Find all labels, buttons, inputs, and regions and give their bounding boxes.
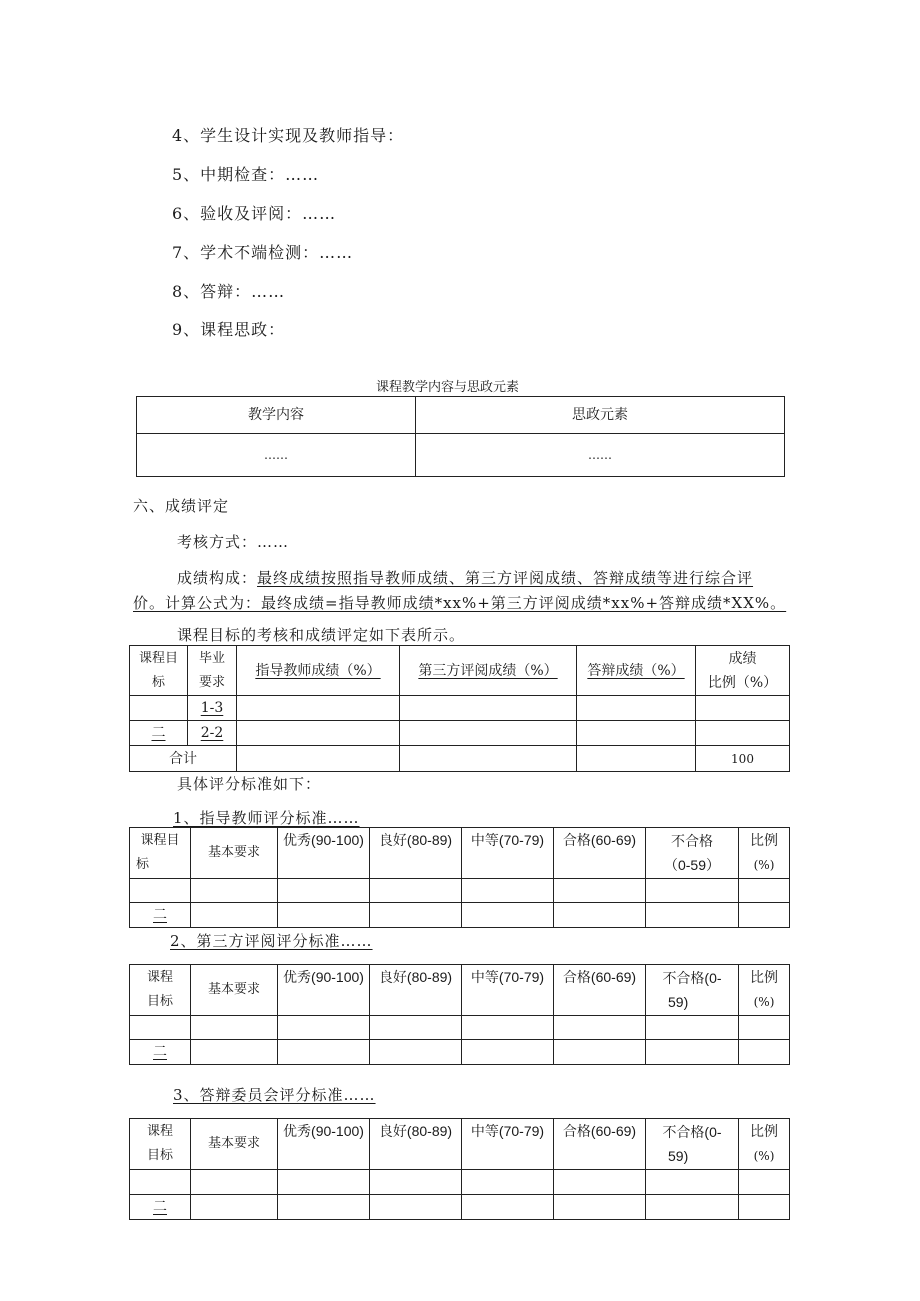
grade-row1-third — [400, 696, 577, 721]
rubric3-ratio-l2: (%) — [753, 1149, 775, 1163]
rubric1-row2-ratio — [739, 903, 790, 928]
table-row — [130, 1016, 790, 1040]
rubric1-row1-fail — [646, 879, 739, 903]
rubric2-header-excellent: 优秀(90-100) — [278, 965, 370, 1016]
rubric3-header-ratio — [739, 1119, 790, 1170]
grade-header-ratio — [696, 646, 790, 696]
table-row — [130, 746, 790, 772]
rubric1-row2-goal: 二 — [130, 903, 191, 928]
table-row — [130, 879, 790, 903]
grade-header-goal-l2: 标 — [152, 674, 166, 690]
grade-row2-req: 2-2 — [188, 721, 237, 746]
list-item-8: 8、答辩：…… — [172, 282, 286, 301]
rubric3-row1-pass — [554, 1170, 646, 1195]
cell-ideology-elements: …… — [416, 434, 785, 477]
rubric3-row2-medium — [462, 1195, 554, 1220]
list-item-9: 9、课程思政： — [172, 320, 286, 339]
rubric1-row2-good — [370, 903, 462, 928]
grade-row2-goal: 二 — [130, 721, 188, 746]
list-item-6: 6、验收及评阅：…… — [172, 204, 337, 223]
rubric2-row1-excellent — [278, 1016, 370, 1040]
rubric3-row1-fail — [646, 1170, 739, 1195]
rubric1-header-fail — [646, 828, 739, 879]
rubric1-title: 1、指导教师评分标准…… — [173, 809, 360, 827]
rubric1-header-good: 良好(80-89) — [370, 828, 462, 879]
rubric3-fail-l2: 59) — [668, 1148, 689, 1164]
grade-header-ratio-l2: 比例（%） — [707, 674, 778, 691]
rubric3-row1-basic — [191, 1170, 278, 1195]
grade-row2-ratio — [696, 721, 790, 746]
grade-row1-ratio — [696, 696, 790, 721]
rubric1-ratio-l2: (%) — [753, 858, 775, 872]
rubric1-fail-l2: （0-59） — [663, 857, 721, 873]
content-table — [136, 396, 785, 477]
grade-total-defense — [577, 746, 696, 772]
table-intro: 课程目标的考核和成绩评定如下表所示。 — [177, 626, 466, 644]
rubric3-header-medium: 中等(70-79) — [462, 1119, 554, 1170]
rubric3-row2-goal: 二 — [130, 1195, 191, 1220]
grade-header-defense-label: 答辩成绩（%） — [587, 662, 685, 679]
rubric2-table — [129, 964, 790, 1065]
rubric1-header-basic: 基本要求 — [191, 828, 278, 879]
assessment-method: 考核方式：…… — [177, 533, 290, 551]
content-table-caption: 课程教学内容与思政元素 — [376, 380, 520, 395]
grade-row1-teacher — [237, 696, 400, 721]
rubric3-header-basic: 基本要求 — [191, 1119, 278, 1170]
rubric2-row1-good — [370, 1016, 462, 1040]
table-row — [130, 903, 790, 928]
grade-row1-req: 1-3 — [188, 696, 237, 721]
rubric1-table — [129, 827, 790, 928]
composition-label: 成绩构成： — [177, 569, 258, 587]
rubric1-row1-good — [370, 879, 462, 903]
grade-table — [129, 645, 790, 772]
grade-header-third-label: 第三方评阅成绩（%） — [418, 662, 558, 679]
rubric3-row1-good — [370, 1170, 462, 1195]
rubric3-row2-ratio — [739, 1195, 790, 1220]
rubric2-fail-l2: 59) — [668, 994, 689, 1010]
list-item-4: 4、学生设计实现及教师指导： — [172, 126, 405, 145]
rubric3-row2-excellent — [278, 1195, 370, 1220]
rubric3-header-goal — [130, 1119, 191, 1170]
rubric2-header-medium: 中等(70-79) — [462, 965, 554, 1016]
table-row — [130, 1195, 790, 1220]
grade-total-label: 合计 — [130, 746, 237, 772]
section-heading: 六、成绩评定 — [133, 497, 230, 515]
rubric1-row1-excellent — [278, 879, 370, 903]
rubric2-row1-goal — [130, 1016, 191, 1040]
rubric1-row1-basic — [191, 879, 278, 903]
rubric3-row2-pass — [554, 1195, 646, 1220]
rubric1-row2-medium — [462, 903, 554, 928]
rubric3-row1-excellent — [278, 1170, 370, 1195]
table-row — [130, 1170, 790, 1195]
grade-header-goal-l1: 课程目 — [138, 650, 178, 666]
rubric2-goal-l2: 目标 — [146, 994, 173, 1009]
grade-total-value: 100 — [696, 746, 790, 772]
rubric3-goal-l1: 课程 — [146, 1124, 173, 1139]
rubric3-header-fail — [646, 1119, 739, 1170]
rubric2-row2-pass — [554, 1040, 646, 1065]
rubric2-row1-ratio — [739, 1016, 790, 1040]
rubric3-row2-fail — [646, 1195, 739, 1220]
rubric2-row1-pass — [554, 1016, 646, 1040]
rubric2-title: 2、第三方评阅评分标准…… — [170, 932, 373, 950]
rubric3-header-good: 良好(80-89) — [370, 1119, 462, 1170]
rubric3-header-excellent: 优秀(90-100) — [278, 1119, 370, 1170]
rubric3-header-pass: 合格(60-69) — [554, 1119, 646, 1170]
grade-row1-defense — [577, 696, 696, 721]
rubric2-row2-excellent — [278, 1040, 370, 1065]
rubric1-header-medium: 中等(70-79) — [462, 828, 554, 879]
grade-header-third — [400, 646, 577, 696]
criteria-intro: 具体评分标准如下： — [177, 775, 322, 793]
composition-line1 — [177, 567, 753, 588]
rubric3-title: 3、答辩委员会评分标准…… — [173, 1086, 376, 1104]
rubric1-goal-l2: 标 — [136, 857, 150, 872]
rubric2-row1-medium — [462, 1016, 554, 1040]
list-item-5: 5、中期检查：…… — [172, 165, 320, 184]
rubric2-row1-basic — [191, 1016, 278, 1040]
table-row — [130, 696, 790, 721]
table-row — [130, 1040, 790, 1065]
cell-teaching-content: …… — [137, 434, 416, 477]
grade-header-goal — [130, 646, 188, 696]
rubric3-table — [129, 1118, 790, 1220]
rubric3-fail-l1: 不合格(0- — [662, 1124, 722, 1140]
rubric2-header-ratio — [739, 965, 790, 1016]
rubric2-header-basic: 基本要求 — [191, 965, 278, 1016]
list-item-7: 7、学术不端检测：…… — [172, 243, 354, 262]
rubric2-row2-medium — [462, 1040, 554, 1065]
rubric2-goal-l1: 课程 — [146, 970, 173, 985]
rubric3-goal-l2: 目标 — [146, 1148, 173, 1163]
rubric2-row2-good — [370, 1040, 462, 1065]
rubric1-header-goal — [130, 828, 191, 879]
rubric1-row1-ratio — [739, 879, 790, 903]
rubric2-ratio-l1: 比例 — [750, 970, 778, 986]
grade-header-req-l2: 要求 — [198, 674, 225, 690]
composition-line2: 价。计算公式为：最终成绩=指导教师成绩*xx%+第三方评阅成绩*xx%+答辩成绩*XX%。 — [133, 594, 787, 612]
grade-total-teacher — [237, 746, 400, 772]
rubric1-fail-l1: 不合格 — [671, 833, 713, 849]
grade-header-ratio-l1: 成绩 — [728, 650, 757, 667]
rubric2-header-fail — [646, 965, 739, 1016]
composition-text-1: 最终成绩按照指导教师成绩、第三方评阅成绩、答辩成绩等进行综合评 — [257, 569, 754, 587]
grade-row2-defense — [577, 721, 696, 746]
grade-row1-goal — [130, 696, 188, 721]
rubric1-row1-pass — [554, 879, 646, 903]
table-row — [130, 721, 790, 746]
rubric1-header-pass: 合格(60-69) — [554, 828, 646, 879]
grade-header-req — [188, 646, 237, 696]
rubric1-row2-basic — [191, 903, 278, 928]
rubric1-header-ratio — [739, 828, 790, 879]
rubric2-header-goal — [130, 965, 191, 1016]
rubric1-row2-excellent — [278, 903, 370, 928]
rubric1-header-excellent: 优秀(90-100) — [278, 828, 370, 879]
grade-header-defense — [577, 646, 696, 696]
grade-row2-third — [400, 721, 577, 746]
grade-header-req-l1: 毕业 — [198, 650, 225, 666]
rubric1-row1-goal — [130, 879, 191, 903]
rubric3-row1-medium — [462, 1170, 554, 1195]
rubric1-goal-l1: 课程目 — [140, 833, 180, 848]
rubric3-row1-goal — [130, 1170, 191, 1195]
grade-row2-teacher — [237, 721, 400, 746]
rubric1-ratio-l1: 比例 — [750, 833, 778, 849]
rubric1-row1-medium — [462, 879, 554, 903]
rubric2-header-pass: 合格(60-69) — [554, 965, 646, 1016]
header-teaching-content: 教学内容 — [137, 397, 416, 434]
rubric2-row2-fail — [646, 1040, 739, 1065]
rubric3-row2-good — [370, 1195, 462, 1220]
rubric2-ratio-l2: (%) — [753, 995, 775, 1009]
grade-total-third — [400, 746, 577, 772]
rubric1-row2-pass — [554, 903, 646, 928]
header-ideology-elements: 思政元素 — [416, 397, 785, 434]
grade-header-teacher — [237, 646, 400, 696]
rubric3-row1-ratio — [739, 1170, 790, 1195]
rubric2-header-good: 良好(80-89) — [370, 965, 462, 1016]
rubric2-fail-l1: 不合格(0- — [662, 970, 722, 986]
rubric3-row2-basic — [191, 1195, 278, 1220]
rubric3-ratio-l1: 比例 — [750, 1124, 778, 1140]
rubric2-row1-fail — [646, 1016, 739, 1040]
rubric2-row2-goal: 二 — [130, 1040, 191, 1065]
rubric2-row2-basic — [191, 1040, 278, 1065]
grade-header-teacher-label: 指导教师成绩（%） — [255, 662, 381, 679]
rubric1-row2-fail — [646, 903, 739, 928]
rubric2-row2-ratio — [739, 1040, 790, 1065]
